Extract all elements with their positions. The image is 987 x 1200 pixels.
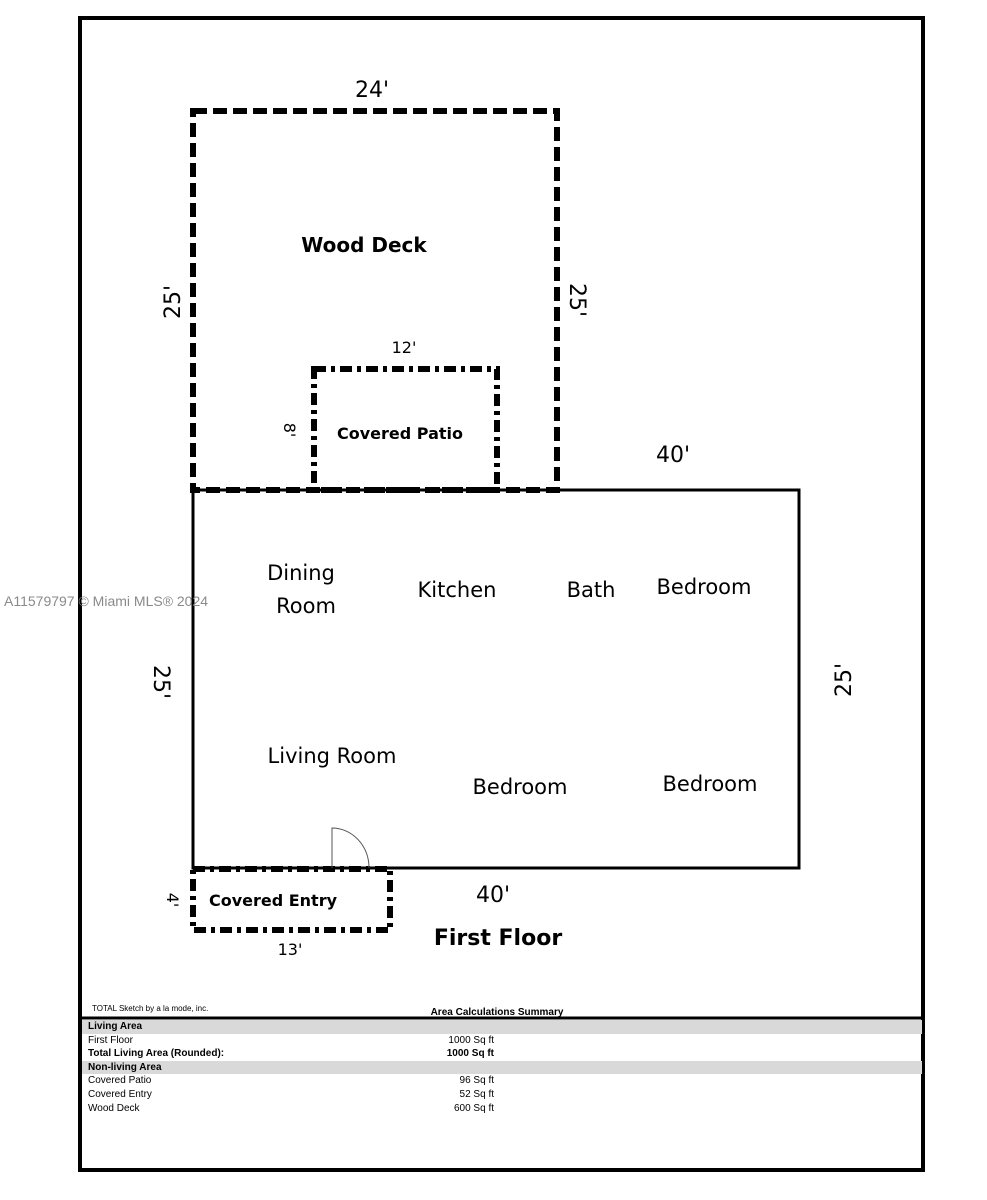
wood-deck-right-dim: 25' bbox=[564, 282, 589, 318]
room-kitchen: Kitchen bbox=[417, 578, 497, 602]
room-living-room: Living Room bbox=[267, 744, 397, 768]
covered-patio-label: Covered Patio bbox=[337, 424, 463, 443]
table-row bbox=[82, 1088, 922, 1102]
room-dining-line1: Dining bbox=[267, 561, 335, 585]
row-value: 600 Sq ft bbox=[453, 1102, 494, 1114]
non-living-header-row bbox=[82, 1061, 922, 1075]
house-bottom-dim: 40' bbox=[475, 883, 511, 908]
wood-deck-top-dim: 24' bbox=[354, 78, 390, 103]
table-row bbox=[82, 1074, 922, 1088]
room-dining-line2: Room bbox=[276, 594, 336, 618]
summary-title: Area Calculations Summary bbox=[430, 1007, 564, 1018]
wood-deck-left-dim: 25' bbox=[161, 284, 186, 320]
house-right-dim: 25' bbox=[832, 662, 857, 698]
row-label: Covered Patio bbox=[88, 1075, 152, 1087]
covered-entry-label: Covered Entry bbox=[208, 891, 338, 910]
total-living-label: Total Living Area (Rounded): bbox=[88, 1048, 225, 1060]
total-living-value: 1000 Sq ft bbox=[446, 1048, 494, 1060]
area-calculations-table bbox=[82, 1020, 922, 1115]
covered-patio-left-dim: 8' bbox=[280, 422, 299, 438]
room-bedroom-bottom-right: Bedroom bbox=[662, 772, 758, 796]
house-top-dim: 40' bbox=[655, 443, 691, 468]
non-living-header: Non-living Area bbox=[88, 1061, 162, 1073]
main-house-outline bbox=[193, 490, 799, 868]
living-area-header-row bbox=[82, 1020, 922, 1034]
room-bath: Bath bbox=[566, 578, 616, 602]
floor-title: First Floor bbox=[433, 926, 563, 951]
covered-entry-left-dim: 4' bbox=[163, 892, 182, 908]
room-bedroom-bottom-middle: Bedroom bbox=[472, 775, 568, 799]
covered-patio-top-dim: 12' bbox=[391, 338, 417, 357]
table-row bbox=[82, 1102, 922, 1116]
row-label: First Floor bbox=[88, 1034, 133, 1046]
row-label: Wood Deck bbox=[88, 1102, 140, 1114]
row-value: 52 Sq ft bbox=[459, 1088, 494, 1100]
door-swing-icon bbox=[332, 828, 369, 868]
total-living-row bbox=[82, 1047, 922, 1061]
row-value: 96 Sq ft bbox=[459, 1075, 494, 1087]
living-area-header: Living Area bbox=[88, 1021, 143, 1032]
wood-deck-label: Wood Deck bbox=[301, 233, 427, 257]
room-bedroom-top-right: Bedroom bbox=[656, 575, 752, 599]
table-row bbox=[82, 1034, 922, 1048]
mls-watermark: A11579797 © Miami MLS® 2024 bbox=[4, 593, 209, 609]
covered-entry-bottom-dim: 13' bbox=[277, 940, 303, 959]
row-label: Covered Entry bbox=[88, 1088, 152, 1100]
sketch-credit: TOTAL Sketch by a la mode, inc. bbox=[92, 1004, 209, 1013]
house-left-dim: 25' bbox=[148, 664, 173, 700]
row-value: 1000 Sq ft bbox=[448, 1034, 494, 1046]
